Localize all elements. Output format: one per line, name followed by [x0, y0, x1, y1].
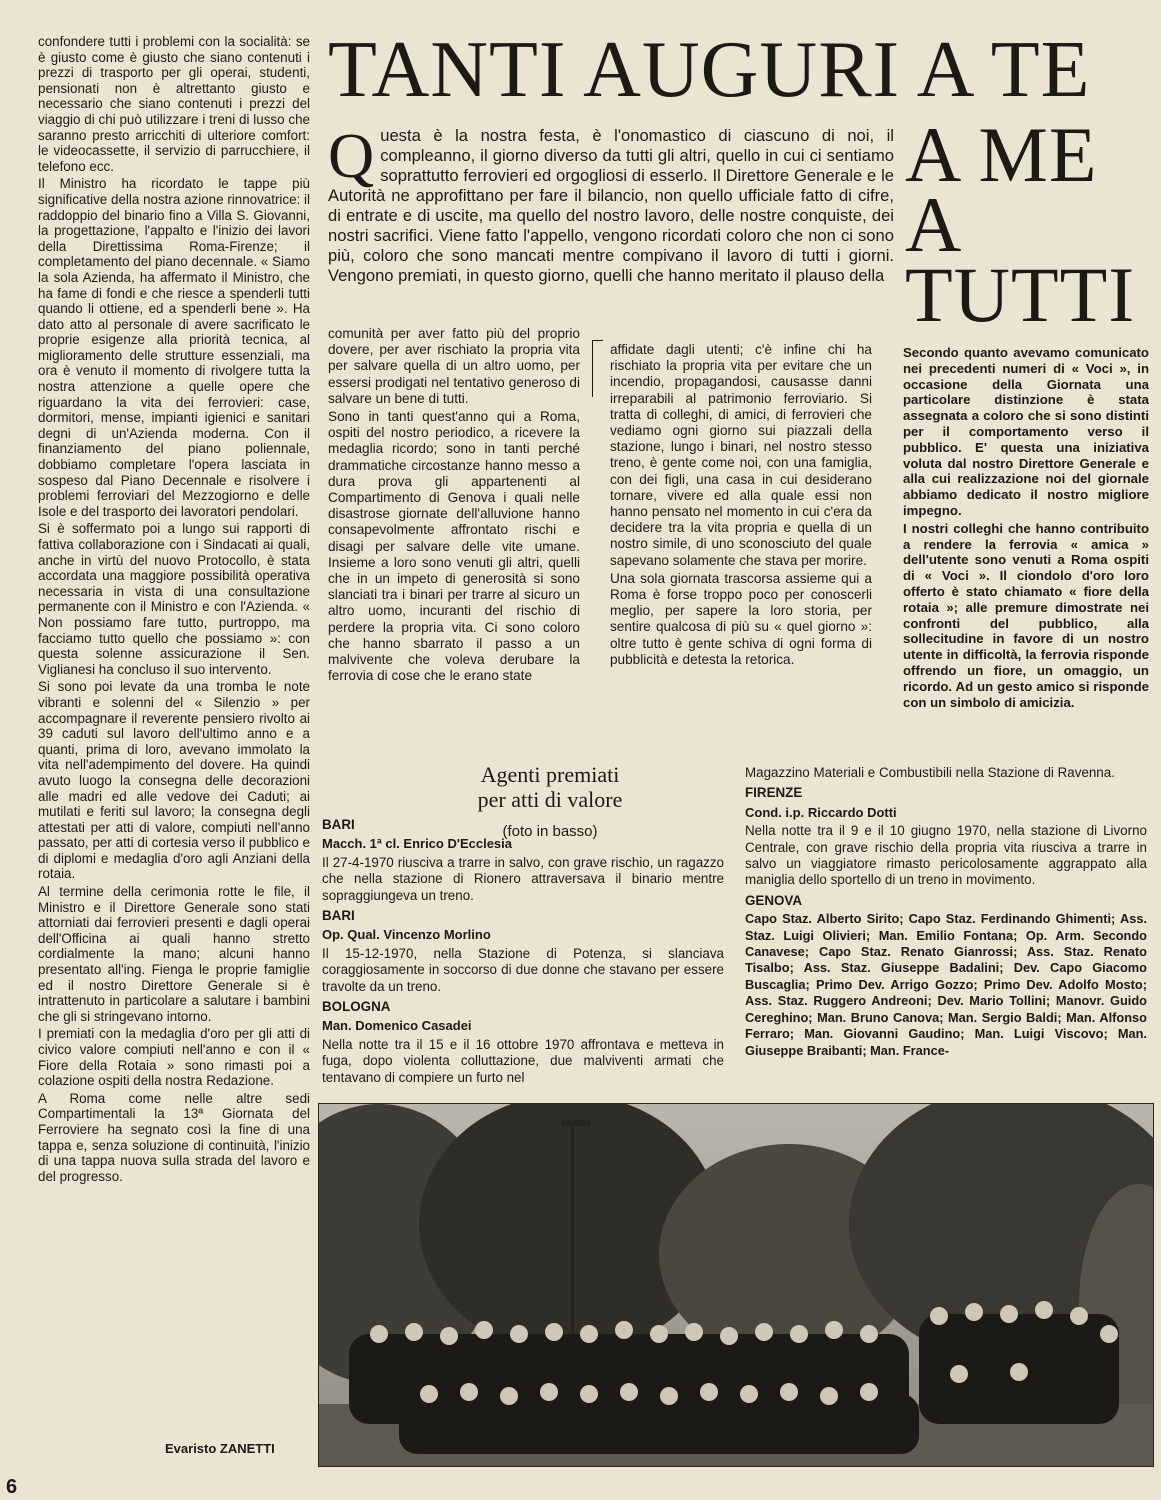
left-paragraph: Si è soffermato poi a lungo sui rapporti di fattiva collaborazione con i Sindacati ai quali, anche in virtù del nuovo Protocollo, è stata accordata una maggiore possibilità operativa necessaria in vista di una consultazione permanente con il Ministro e con l'Azienda. « Non possiamo fare tutto, purtroppo, ma facciamo tutto quello che possiamo »: con questa solenne assicurazione il Sen. Viglianesi ha concluso il suo intervento. [38, 521, 310, 677]
middle-b-paragraph: Una sola giornata trascorsa assieme qui a Roma è forse troppo poco per conoscerli meglio, per sapere la loro storia, per sentire qualcosa di più su « quel giorno »: oltre tutto è gente schiva di ogni forma di pubblicità e detesta la retorica. [610, 570, 872, 667]
page-number: 6 [6, 1476, 18, 1498]
awards-heading-line-2: per atti di valore [477, 787, 623, 812]
award-text: Nella notte tra il 15 e il 16 ottobre 1970 affrontava e metteva in fuga, dopo violenta colluttazione, due malviventi armati che tentavano di compiere un furto nel [322, 1036, 724, 1085]
headline-line-2: A ME [905, 111, 1098, 198]
awards-left-column [322, 813, 724, 1086]
headline-block [905, 111, 1136, 338]
award-city: FIRENZE [745, 785, 803, 801]
left-paragraph: Si sono poi levate da una tromba le note vibranti e solenni del « Silenzio » per accompagnare il reverente pensiero rivolto ai 39 caduti sul lavoro dell'ultimo anno e a quanti, prima di loro, avevano immolato la vita nell'adempimento del dovere. Ha quindi avuto luogo la consegna delle decorazioni alle madri ed alle vedove dei Caduti; ai mutilati e feriti sul lavoro; la consegna degli attestati per atti di valore, compiuti nell'anno passato, per atti di cortesia verso il pubblico e di diplomi e medaglia d'oro agli Anziani della rotaia. [38, 679, 310, 882]
award-city: BARI [322, 817, 355, 832]
headline-line-4: TUTTI [905, 251, 1136, 338]
award-names-list: Capo Staz. Alberto Sirito; Capo Staz. Ferdinando Ghimenti; Ass. Staz. Luigi Olivieri; Man. Emilio Fontana; Op. Arm. Secondo Canavese; Capo Staz. Renato Gianrossi; Ass. Staz. Renato Tisalbo; Ass. Staz. Giuseppe Badalini; Dev. Capo Giacomo Buscaglia; Primo Dev. Arrigo Gozzo; Primo Dev. Adolfo Mosto; Ass. Staz. Ruggero Andreoni; Dev. Mario Tollini; Manovr. Guido Cereghino; Man. Bruno Canova; Man. Sergio Baldi; Man. Alfonso Ferraro; Man. Giovanni Gaudino; Man. Luigi Viscovo; Man. Giuseppe Braibanti; Man. France- [745, 911, 1147, 1058]
middle-b-paragraph: affidate dagli utenti; c'è infine chi ha rischiato la propria vita per evitare che un incendio, propagandosi, causasse danni irreparabili al patrimonio ferroviario. Si tratta di colleghi, di amici, di ferrovieri che vediamo ogni giorno sui piazzali della stazione, lungo i binari, nel nostro stesso treno, è gente come noi, con una famiglia, con dei figli, una casa in cui desiderano tornare, vivere ed alla quale essi non hanno pensato nel momento in cui c'era da decidere tra la vita propria e quella di un nostro simile, di uno sconosciuto del quale sapevano solamente che stava per morire. [610, 342, 872, 568]
intro-paragraph: uesta è la nostra festa, è l'onomastico di ciascuno di noi, il compleanno, il giorno diverso da tutti gli altri, quello in cui ci sentiamo soprattutto ferrovieri ed orgogliosi di esserlo. Il Direttore Generale e le Autorità ne approfittano per fare il bilancio, non quello ufficiale fatto di cifre, di entrate e di uscite, ma quello del nostro lavoro, delle nostre conquiste, dei nostri sacrifici. Viene fatto l'appello, vengono ricordati coloro che non ci sono più, coloro che sono mancati mentre compivano il lavoro di tutti i giorni. Vengono premiati, in questo giorno, quelli che hanno meritato il plauso della [328, 126, 894, 285]
right-paragraph: Secondo quanto avevamo comunicato nei precedenti numeri di « Voci », in occasione della Giornata una particolare distinzione è stata assegnata a coloro che si sono distinti per il comportamento verso il pubblico. E' questa una iniziativa voluta dal nostro Direttore Generale e alla cui realizzazione noi del giornale abbiamo dedicato il nostro migliore impegno. [903, 345, 1149, 518]
left-paragraph: I premiati con la medaglia d'oro per gli atti di civico valore compiuti nell'anno e con il « Fiore della Rotaia » sono rimasti poi a colazione ospiti della nostra Redazione. [38, 1026, 310, 1089]
award-city: GENOVA [745, 892, 803, 908]
left-paragraph: Al termine della cerimonia rotte le file, il Ministro e il Direttore Generale sono stati attorniati dai ferrovieri presenti e dagli operai dell'Officina ai quali hanno stretto cordialmente la mano; alcuni hanno presentato all'ing. Fienga le proprie famiglie ed il nostro Direttore Generale si è intrattenuto in particolare a salutare i bambini che gli si stringevano intorno. [38, 884, 310, 1024]
award-text: Il 15-12-1970, nella Stazione di Potenza, si slanciava coraggiosamente in soccorso di due donne che stavano per essere travolte da un treno. [322, 945, 724, 994]
award-name: Op. Qual. Vincenzo Morlino [322, 927, 491, 943]
right-box-text [903, 345, 1149, 710]
right-paragraph: I nostri colleghi che hanno contribuito a rendere la ferrovia « amica » dell'utente sono venuti a Roma ospiti di « Voci ». Il ciondolo d'oro loro offerto è stato chiamato « fiore della rotaia »; alle premure dimostrate nei confronti del pubblico, alla sollecitudine in favore di un nostro utente in difficoltà, la ferrovia risponde offrendo un fiore, un omaggio, un ricordo. Ad un gesto amico si risponde con un simbolo di amicizia. [903, 520, 1149, 710]
bracket-rule [592, 340, 603, 397]
middle-column-a [328, 326, 580, 684]
group-photo-image [319, 1104, 1153, 1466]
author-signature: Evaristo ZANETTI [165, 1441, 275, 1456]
headline-line-1: TANTI AUGURI A TE [328, 26, 1091, 114]
left-paragraph: Il Ministro ha ricordato le tappe più significative della nostra azione rinnovatrice: il raddoppio del binario fino a Villa S. Giovanni, la progettazione, l'appalto e l'inizio dei lavori della Direttissima Roma-Firenze; il completamento del piano decennale. « Siamo la sola Azienda, ha affermato il Ministro, che ha fame di fondi e che riesce a spenderli tutti quando li ottiene, ed a spenderli bene ». Ha dato atto al personale di avere sacrificato le proprie esigenze alla priorità tecnica, al miglioramento delle strutture essenziali, ma ora è venuto il momento di rivolgere tutta la nostra attenzione a quelle opere che riguardano la vita dei ferrovieri: case, dormitori, mense, impianti igienici e sanitari degni di un'Azienda moderna. Con il finanziamento del piano poliennale, dobbiamo completare l'opera lasciata in sospeso dal Piano Decennale e risolvere i problemi ferroviari del Mezzogiorno e delle Isole e del trasporto dei lavoratori pendolari. [38, 176, 310, 519]
award-name: Macch. 1ª cl. Enrico D'Ecclesia [322, 836, 512, 852]
middle-a-paragraph: Sono in tanti quest'anno qui a Roma, ospiti del nostro periodico, a ricevere la medaglia ricordo; sono in tanti perché drammatiche circostanze hanno messo a dura prova gli appartenenti al Compartimento di Genova i quali nelle disastrose giornate dell'alluvione hanno consapevolmente affrontato rischi e disagi per salvare delle vite umane. Insieme a loro sono venuti gli altri, quelli che in un impeto di generosità si sono slanciati tra i binari per trarre al sicuro un altro uomo, incuranti del rischio di perdere la propria vita. Ci sono coloro che hanno sbarrato il passo a un malvivente che voleva derubare la ferrovia di cose che le erano state [328, 409, 580, 684]
intro-text [328, 120, 894, 286]
awards-right-column [745, 765, 1147, 1059]
middle-column-b [610, 342, 872, 668]
award-city: BARI [322, 908, 355, 924]
award-text: Nella notte tra il 9 e il 10 giugno 1970, nella stazione di Livorno Centrale, con grave rischio della propria vita riusciva a trarre in salvo un viaggiatore rimasto pericolosamente aggrappato alla maniglia dello sportello di un treno in movimento. [745, 823, 1147, 888]
drop-cap: Q [328, 120, 375, 191]
award-name: Man. Domenico Casadei [322, 1018, 472, 1034]
award-city: BOLOGNA [322, 999, 391, 1015]
award-text-continued: Magazzino Materiali e Combustibili nella Stazione di Ravenna. [745, 765, 1115, 780]
awards-heading [410, 762, 690, 812]
awards-heading-line-1: Agenti premiati [480, 762, 620, 787]
award-name: Cond. i.p. Riccardo Dotti [745, 804, 897, 820]
left-paragraph: confondere tutti i problemi con la socialità: se è giusto come è giusto che siano contenuti i prezzi di trasporto per gli operai, studenti, pensionati non è altrettanto giusto e necessario che siano contenuti i prezzi del viaggio di chi può utilizzare i treni di lusso che saranno presto arricchiti di ulteriore comfort: le videocassette, il servizio di parrucchiere, il telefono ecc. [38, 34, 310, 174]
group-photo [318, 1103, 1154, 1467]
left-column-article [38, 34, 310, 1184]
headline-line-3: A [905, 181, 963, 268]
left-paragraph: A Roma come nelle altre sedi Compartimentali la 13ª Giornata del Ferroviere ha segnato così la fine di una tappa e, senza soluzione di continuità, l'inizio di una tappa nuova sulla strada del lavoro e del progresso. [38, 1090, 310, 1184]
middle-a-paragraph: comunità per aver fatto più del proprio dovere, per aver rischiato la propria vita per salvare quella di un altro uomo, per essersi prodigati nel tentativo generoso di salvare un bene di tutti. [328, 326, 580, 406]
award-text: Il 27-4-1970 riusciva a trarre in salvo, con grave rischio, un ragazzo che nella stazione di Rionero attraversava il binario mentre sopraggiungeva un treno. [322, 854, 724, 903]
photo-note: (foto in basso) [502, 823, 598, 840]
